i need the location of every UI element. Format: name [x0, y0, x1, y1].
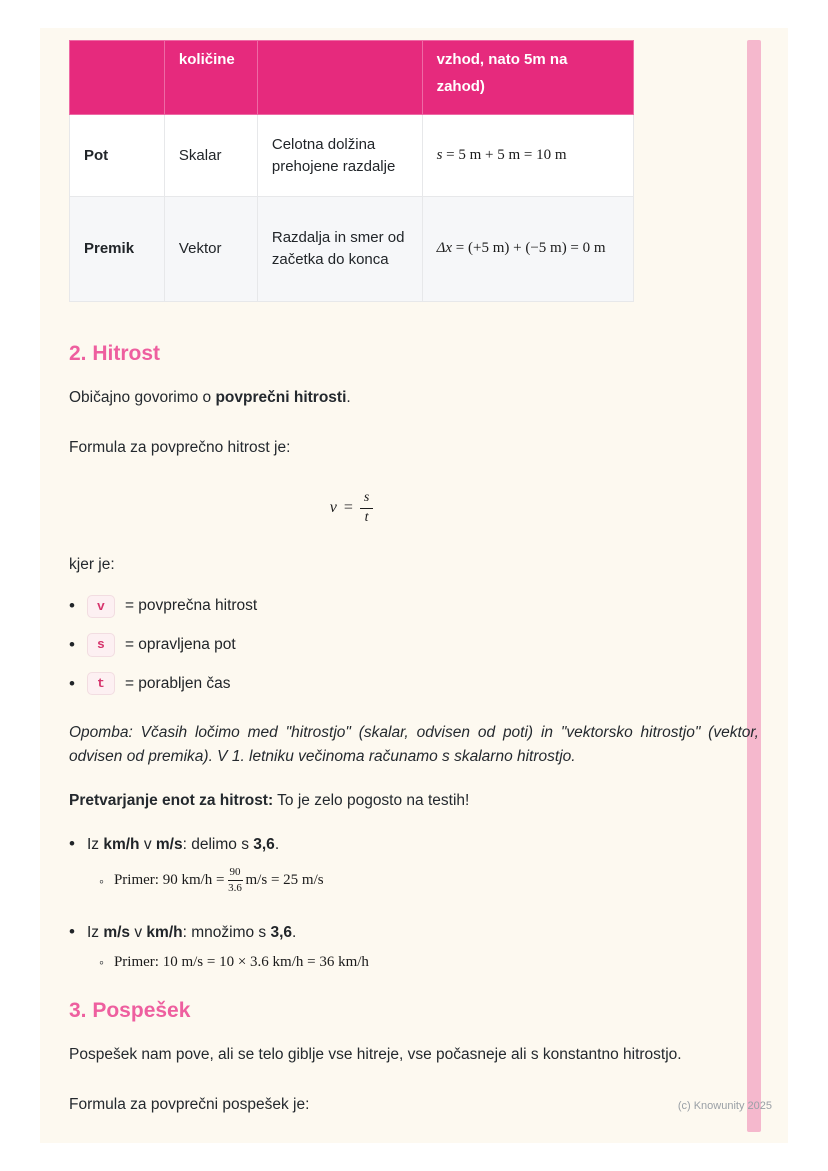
paragraph-conversion-title	[69, 789, 759, 813]
formula-expression	[330, 490, 374, 527]
table-row-premik	[70, 197, 634, 302]
fraction-90-over-3point6	[228, 866, 243, 895]
list-item-var-s	[69, 633, 759, 657]
math-expression: = (+5 m) + (−5 m) = 0 m	[452, 240, 606, 257]
text-segment: .	[292, 924, 297, 942]
paragraph-note: Opomba: Včasih ločimo med "hitrostjo" (skalar, odvisen od poti) in "vektorsko hitrostjo" (vektor, odvisen od premika). V 1. letniku večinoma računamo s skalarno hitrostjo.	[69, 724, 759, 766]
paragraph-intro	[69, 386, 759, 410]
header-cell-blank-2	[257, 41, 422, 115]
text-segment-bold: m/s	[103, 924, 131, 942]
conversion-rule	[69, 919, 759, 945]
fraction-numerator: s	[360, 490, 373, 509]
math-variable-v: v	[329, 499, 337, 517]
rich-text	[87, 833, 279, 857]
cell-pot-desc: Celotna dolžina prehojene razdalje	[257, 115, 422, 197]
variable-description: = povprečna hitrost	[124, 597, 258, 615]
variable-description: = porabljen čas	[124, 674, 231, 692]
table-header-row	[70, 41, 634, 115]
text-segment-bold: 3,6	[253, 836, 275, 854]
fraction-denominator: t	[364, 509, 369, 525]
knowunity-watermark: (c) Knowunity 2025	[677, 1100, 772, 1112]
page-content	[69, 40, 759, 1117]
text-segment: ◦ Primer: 90 km/h =	[113, 872, 225, 888]
math-example	[114, 866, 324, 895]
text-segment: Iz	[86, 924, 104, 942]
math-example: ◦ Primer: 10 m/s = 10 × 3.6 km/h = 36 km/h	[113, 953, 369, 970]
equals-sign: =	[343, 499, 353, 517]
header-cell-example: vzhod, nato 5m na zahod)	[422, 41, 633, 115]
example-sublist	[99, 954, 759, 971]
cell-premik-formula	[422, 197, 633, 302]
document-page	[40, 28, 788, 1143]
fraction-numerator: 90	[228, 866, 243, 881]
text-segment: : množimo s	[182, 924, 271, 942]
code-badge-v: • v	[87, 595, 115, 619]
math-variable: Δx	[436, 240, 453, 257]
variable-description: = opravljena pot	[124, 636, 236, 654]
variable-list	[69, 595, 759, 696]
list-item-example	[99, 866, 759, 895]
list-item-example	[99, 954, 759, 971]
list-item-var-v	[69, 595, 759, 619]
text-segment-bold: Pretvarjanje enot za hitrost:	[69, 792, 274, 810]
list-item-conv-ms-to-kmh	[69, 919, 759, 970]
text-segment-bold: km/h	[103, 836, 140, 854]
header-cell-kolicine: količine	[164, 41, 257, 115]
text-segment-bold: m/s	[155, 836, 183, 854]
cell-pot-kind: Skalar	[164, 115, 257, 197]
text-segment: .	[274, 836, 280, 854]
code-badge-t: • t	[87, 672, 115, 696]
code-badge-s: • s	[87, 633, 115, 657]
header-cell-blank-1	[70, 41, 165, 115]
quantities-table	[69, 40, 634, 302]
text-segment: Običajno govorimo o	[69, 389, 216, 406]
text-segment: : delimo s	[182, 836, 254, 854]
text-segment: .	[346, 389, 351, 406]
fraction-s-over-t	[360, 490, 373, 527]
section-title-hitrost: 2. Hitrost	[69, 342, 161, 365]
text-segment: Iz	[86, 836, 104, 854]
paragraph-kjer: kjer je:	[69, 555, 115, 573]
text-segment: v	[139, 836, 156, 854]
cell-pot-formula	[422, 115, 633, 197]
paragraph-formula-lead: Formula za povprečno hitrost je:	[69, 439, 291, 457]
paragraph-pospesek-formula-lead: Formula za povprečni pospešek je:	[69, 1095, 310, 1113]
cell-premik-desc: Razdalja in smer od začetka do konca	[257, 197, 422, 302]
conversion-list	[69, 831, 759, 970]
text-segment: To je zelo pogosto na testih!	[273, 792, 470, 810]
conversion-rule	[69, 831, 759, 857]
cell-pot-name: Pot	[70, 115, 165, 197]
math-variable: s	[436, 146, 443, 163]
cell-premik-kind: Vektor	[164, 197, 257, 302]
paragraph-pospesek-intro: Pospešek nam pove, ali se telo giblje vse hitreje, vse počasneje ali s konstantno hitrostjo.	[69, 1045, 682, 1063]
table-row-pot	[70, 115, 634, 197]
rich-text	[87, 921, 296, 945]
text-segment-bold: povprečni hitrosti	[215, 389, 347, 406]
math-expression: = 5 m + 5 m = 10 m	[442, 146, 567, 163]
example-sublist	[99, 866, 759, 895]
text-segment-bold: 3,6	[270, 924, 293, 942]
list-item-conv-kmh-to-ms	[69, 831, 759, 895]
section-title-pospesek: 3. Pospešek	[69, 998, 191, 1022]
cell-premik-name: Premik	[70, 197, 165, 302]
text-segment: m/s = 25 m/s	[245, 872, 324, 888]
fraction-denominator: 3.6	[228, 882, 242, 894]
text-segment-bold: km/h	[146, 924, 183, 942]
text-segment: v	[130, 924, 147, 942]
list-item-var-t	[69, 672, 759, 696]
velocity-formula	[69, 490, 634, 527]
